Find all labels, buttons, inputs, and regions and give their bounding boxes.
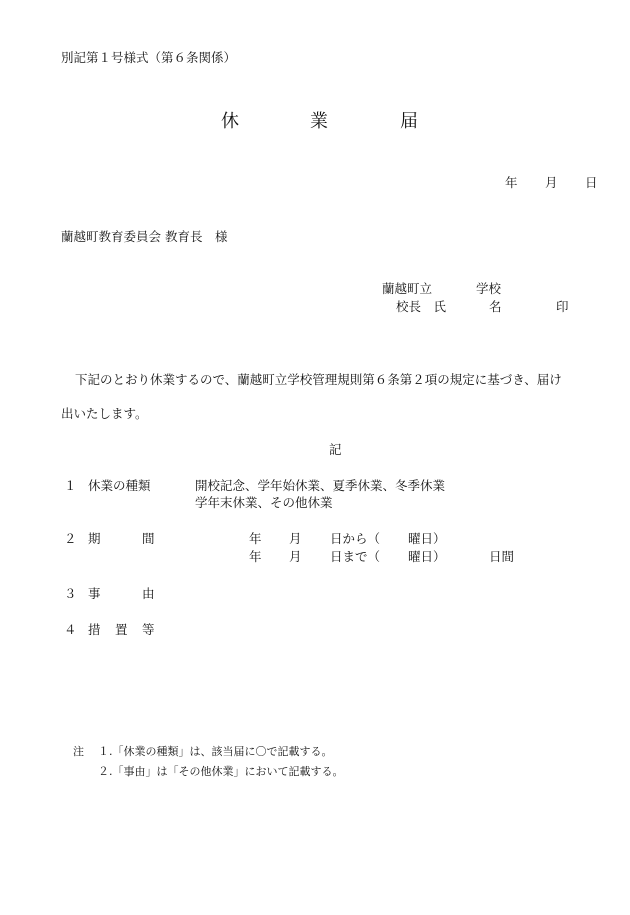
addressee: 蘭越町教育委員会 教育長 様: [61, 229, 228, 244]
item4-label-a: 措: [88, 622, 101, 637]
period-to-day: 日まで（: [330, 549, 381, 564]
date-day: 日: [585, 175, 598, 190]
sender-school-suffix: 学校: [476, 281, 502, 296]
item3-number: ３: [64, 586, 77, 601]
notes-heading: 注: [73, 745, 84, 758]
item3-label-a: 事: [88, 586, 101, 601]
title-char-2: 業: [310, 111, 328, 132]
item1-label: 休業の種類: [88, 478, 151, 493]
item1-options-line2: 学年末休業、その他休業: [195, 495, 333, 510]
item2-number: ２: [64, 531, 77, 546]
sender-seal: 印: [556, 299, 569, 314]
item3-label-b: 由: [142, 586, 155, 601]
title-char-1: 休: [221, 111, 239, 132]
period-days: 日間: [489, 549, 515, 564]
item2-label-a: 期: [88, 531, 101, 546]
period-to-weekday: 曜日）: [408, 549, 446, 564]
body-line-1: 下記のとおり休業するので、蘭越町立学校管理規則第６条第２項の規定に基づき、届け: [75, 372, 562, 387]
form-number: 別記第１号様式（第６条関係）: [61, 50, 237, 65]
ki-marker: 記: [329, 442, 342, 457]
item4-label-b: 置: [115, 622, 128, 637]
item4-number: ４: [64, 622, 77, 637]
sender-school-prefix: 蘭越町立: [382, 281, 433, 296]
title-char-3: 届: [400, 111, 418, 132]
period-from-day: 日から（: [330, 531, 381, 546]
sender-name-char: 名: [489, 299, 502, 314]
item1-number: １: [64, 478, 77, 493]
date-year: 年: [505, 175, 518, 190]
note-1: １.「休業の種類」は、該当届に〇で記載する。: [98, 745, 333, 758]
item4-label-c: 等: [142, 622, 155, 637]
note-2: ２.「事由」は「その他休業」において記載する。: [98, 765, 344, 778]
period-to-month: 月: [289, 549, 302, 564]
body-line-2: 出いたします。: [61, 406, 148, 421]
date-month: 月: [545, 175, 558, 190]
period-from-weekday: 曜日）: [408, 531, 446, 546]
item2-label-b: 間: [142, 531, 155, 546]
sender-principal-label: 校長 氏: [396, 299, 447, 314]
period-from-month: 月: [289, 531, 302, 546]
period-from-year: 年: [249, 531, 262, 546]
item1-options-line1: 開校記念、学年始休業、夏季休業、冬季休業: [195, 478, 446, 493]
period-to-year: 年: [249, 549, 262, 564]
